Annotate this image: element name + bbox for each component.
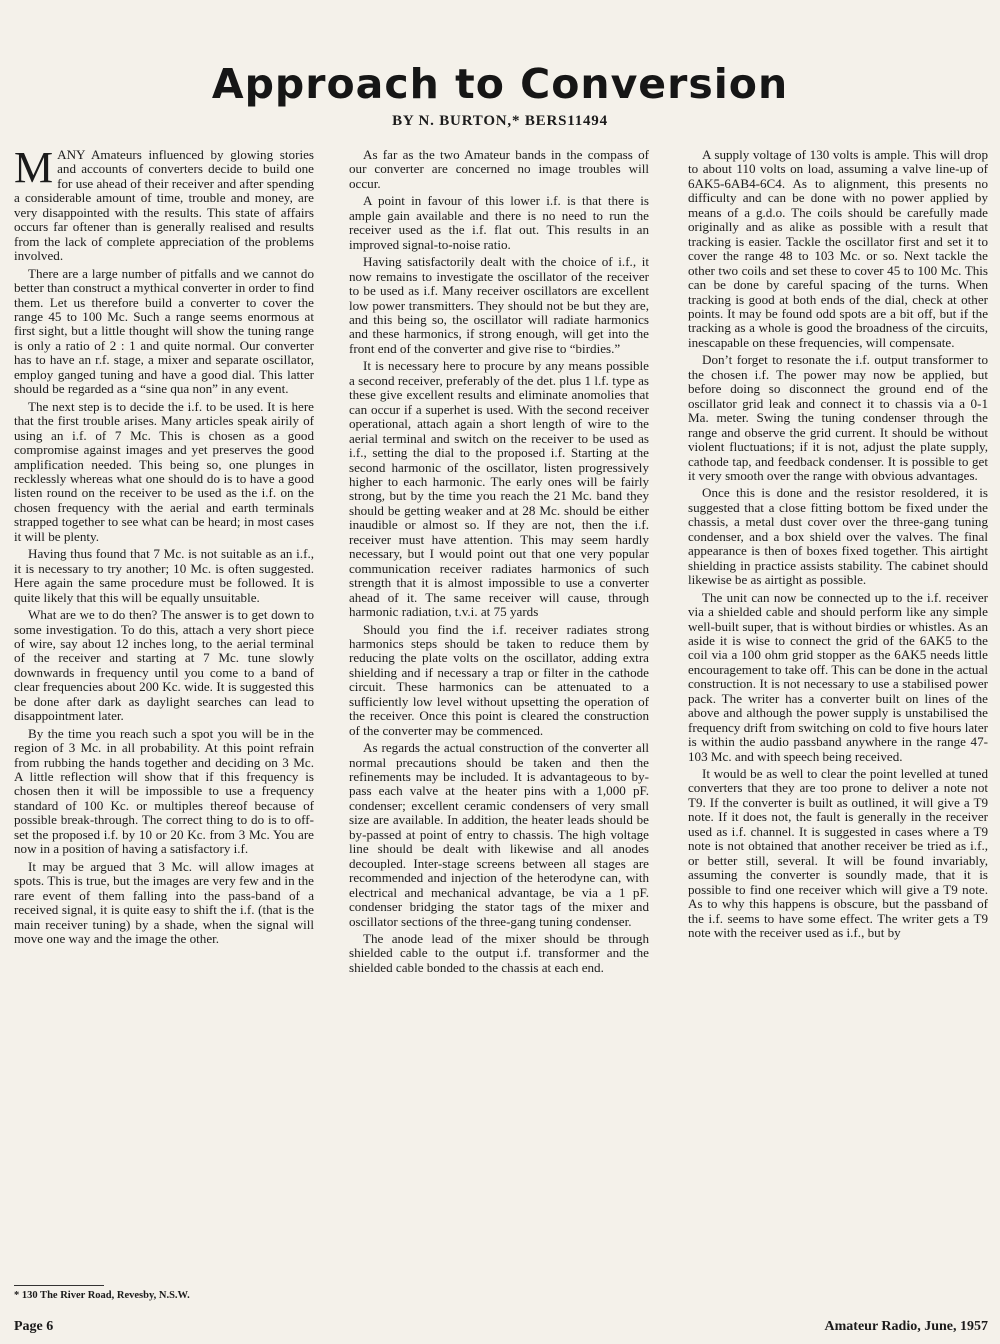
paragraph: The unit can now be connected up to the i.f. receiver via a shielded cable and should perform like any simple well-built super, that is without birdies or whistles. As an aside it is wise to connect the grid of the 6AK5 to the coil via a 100 ohm grid stopper as the 6AK5 needs little encouragement to take off. This can be done in the actual construction. It is not necessary to use a stabilised power pack. The writer has a converter built on lines of the above and although the power supply is unstabilised the frequency drift from switching on cold to five hours later is within the audio passband anywhere in the range 47-103 Mc. and with speech being received.: [688, 589, 988, 764]
article-title: Approach to Conversion: [211, 60, 789, 108]
page-number: Page 6: [14, 1319, 54, 1334]
drop-cap: M: [14, 148, 54, 192]
paragraph: By the time you reach such a spot you will be in the region of 3 Mc. in all probability. At this point refrain from rubbing the hands together and deciding on 3 Mc. A little reflection will show that if this frequency is chosen then it will be impossible to use a frequency standard of 100 Kc. or multiples thereof because of possible break-through. The correct thing to do is to off-set the proposed i.f. by 10 or 20 Kc. from 3 Mc. You are now in a position of having a satisfactory i.f.: [14, 725, 314, 857]
paragraph: It is necessary here to procure by any means possible a second receiver, preferably of the det. plus 1 l.f. type as these give excellent results and eliminate anomolies that can occur if a superhet is used. With the second receiver operational, attach again a short length of wire to the aerial terminal and switch on the receiver to be used as i.f., setting the dial to the proposed i.f. Starting at the second harmonic of the oscillator, listen progressively higher to each harmonic. The early ones will be fairly strong, but by the time you reach the 21 Mc. band they should be getting weaker and at 28 Mc. should be either inaudible or almost so. If they are not, then the i.f. receiver must have attention. This may seem hardly necessary, but I would point out that one very popular communication receiver radiates harmonics of such strength that it is almost impossible to use a converter ahead of it. The same receiver will cause, through harmonic radiation, t.v.i. at 75 yards: [349, 358, 649, 620]
paragraph: It would be as well to clear the point levelled at tuned converters that they are too prone to deliver a note not T9. If the converter is built as outlined, it will give a T9 note. If it does not, the fault is generally in the receiver used as i.f. channel. It is suggested in cases where a T9 note is not obtained that another receiver be tried as i.f., or better still, several. It will be found invariably, assuming the converter is soundly made, that it is possible to find one receiver which will give a T9 note. As to why this happens is obscure, but the passband of the i.f. seems to have some effect. The writer gets a T9 note with the receiver used as i.f., but by: [688, 766, 988, 941]
column-2: [349, 148, 649, 1308]
author-footnote: * 130 The River Road, Revesby, N.S.W.: [14, 1290, 190, 1301]
footnote-divider: [14, 1285, 104, 1286]
paragraph: It may be argued that 3 Mc. will allow images at spots. This is true, but the images are very few and in the rare event of them falling into the pass-band of a received signal, it is quite easy to shift the i.f. (that is the main receiver tuning) by a shade, when the signal will move one way and the image the other.: [14, 858, 314, 947]
paragraph: There are a large number of pitfalls and we cannot do better than construct a mythical converter in order to find them. Let us therefore build a converter to cover the range 45 to 100 Mc. Such a range seems enormous at first sight, but a little thought will show the tuning range is only a ratio of 2 : 1 and quite normal. Our converter has to have an r.f. stage, a mixer and separate oscillator, employ ganged tuning and have a good dial. This latter should be regarded as a “sine qua non” in any event.: [14, 265, 314, 397]
paragraph: Once this is done and the resistor resoldered, it is suggested that a close fitting bottom be fixed under the chassis, a metal dust cover over the three-gang tuning condenser, and a box shield over the valves. The final appearance is then of boxes fixed together. This airtight shielding in practice assists stability. The cabinet should likewise be as airtight as possible.: [688, 485, 988, 588]
article-byline: BY N. BURTON,* BERS11494: [392, 113, 608, 129]
publication-footer: Amateur Radio, June, 1957: [824, 1319, 988, 1334]
column-1: [14, 148, 314, 1288]
paragraph: As regards the actual construction of the converter all normal precautions should be taken and then the refinements may be included. It is advantageous to by-pass each valve at the heater pins with a 1,000 pF. condenser; excellent ceramic condensers of very small size are available. In addition, the heater leads should be by-passed at point of entry to chassis. The high voltage line should be dealt with likewise and all anodes decoupled. Inter-stage screens between all stages are recommended and injection of the heterodyne can, with electrical and mechanical advantage, be via a 1 pF. condenser bridging the stator tags of the mixer and oscillator sections of the three-gang tuning condenser.: [349, 740, 649, 929]
paragraph: The next step is to decide the i.f. to be used. It is here that the first trouble arises. Many articles speak airily of using an i.f. of 7 Mc. This is chosen as a good compromise against images and yet preserves the good amplification needed. This being so, one plunges in recklessly whereas what one should do is to have a good listen round on the receiver to be used as the i.f. on the chosen frequency with the aerial and earth terminals strapped together to see what can be heard; in most cases it will be plenty.: [14, 398, 314, 544]
column-3: [688, 148, 988, 1308]
paragraph: A supply voltage of 130 volts is ample. This will drop to about 110 volts on load, assuming a valve line-up of 6AK5-6AB4-6C4. As to alignment, this presents no difficulty and can be done with no power applied by means of a g.d.o. The coils should be carefully made originally and as alike as possible with a result that tracking is easier. Tackle the oscillator first and set it to cover the range 48 to 103 Mc. or so. Next tackle the other two coils and set these to cover 45 to 100 Mc. This can be done by careful spacing of the turns. When tracking is good at both ends of the dial, check at other points. It may be found odd spots are a bit off, but if the tracking as a whole is good the broadness of the circuits, inescapable on these frequencies, will compensate.: [688, 148, 988, 350]
paragraph: [14, 148, 314, 264]
paragraph: Don’t forget to resonate the i.f. output transformer to the chosen i.f. The power may now be applied, but before doing so disconnect the ground end of the oscillator grid leak and connect it to chassis via a 0-1 Ma. meter. Swing the tuning condenser through the range and observe the grid current. It should be without violent fluctuations; if it is not, adjust the plate supply, cathode tap, and feedback condenser. It is possible to get it very smooth over the range with obvious advantages.: [688, 352, 988, 483]
paragraph: The anode lead of the mixer should be through shielded cable to the output i.f. transformer and the shielded cable bonded to the chassis at each end.: [349, 931, 649, 975]
paragraph: Having satisfactorily dealt with the choice of i.f., it now remains to investigate the oscillator of the receiver to be used as i.f. Many receiver oscillators are excellent low power transmitters. They should not be but they are, and this being so, the oscillator will radiate harmonics and these harmonics, if strong enough, will get into the front end of the converter and give rise to “birdies.”: [349, 254, 649, 356]
paragraph: What are we to do then? The answer is to get down to some investigation. To do this, attach a very short piece of wire, say about 12 inches long, to the aerial terminal of the receiver and starting at 7 Mc. tune slowly downwards in frequency until you come to a band of clear frequencies about 200 Kc. wide. It is suggested this be done after dark as daylight searches can lead to disappointment later.: [14, 607, 314, 724]
paragraph: Should you find the i.f. receiver radiates strong harmonics steps should be taken to reduce them by reducing the plate volts on the oscillator, adding extra shielding and if necessary a trap or filter in the cathode circuit. These harmonics can be attenuated to a sufficiently low level without upsetting the operation of the receiver. Once this point is cleared the construction of the converter may be commenced.: [349, 621, 649, 738]
paragraph-text: ANY Amateurs influenced by glowing stories and accounts of converters decide to build one for use ahead of their receiver and after spending a considerable amount of time, trouble and money, are very disappointed with the results. This state of affairs occurs far oftener than is generally realised and results from the lack of complete appreciation of the problems involved.: [14, 148, 314, 264]
paragraph: As far as the two Amateur bands in the compass of our converter are concerned no image troubles will occur.: [349, 148, 649, 191]
paragraph: Having thus found that 7 Mc. is not suitable as an i.f., it is necessary to try another; 10 Mc. is often suggested. Here again the same procedure must be followed. It is quite likely that this will be equally unsuitable.: [14, 546, 314, 605]
paragraph: A point in favour of this lower i.f. is that there is ample gain available and there is no need to run the receiver used as the i.f. flat out. This results in an improved signal-to-noise ratio.: [349, 193, 649, 252]
